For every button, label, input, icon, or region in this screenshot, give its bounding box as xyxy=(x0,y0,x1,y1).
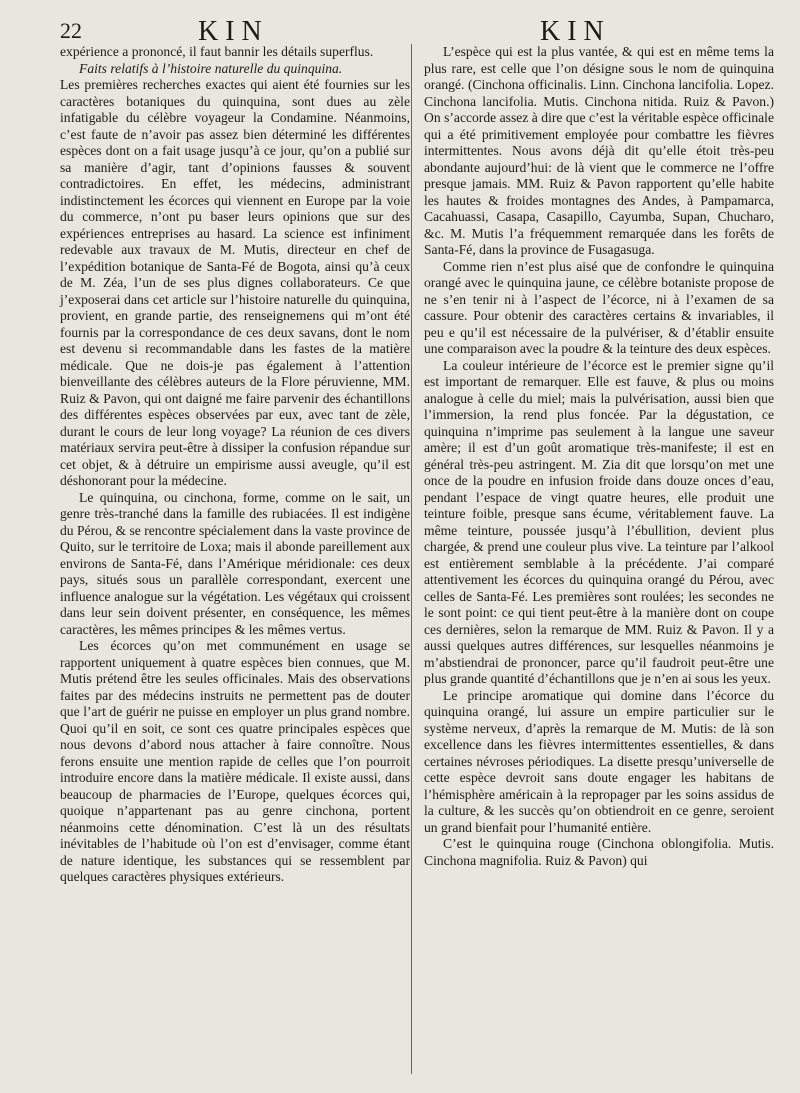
paragraph: La couleur intérieure de l’écorce est le premier signe qu’il est important de remarquer. Elle est fauve, & plus ou moins analogue à celle du miel; mais la pulvérisation, aussi bien que l’immersion, la rend plus foncée. Par la dégustation, ce quinquina n’imprime pas seulement à la langue une saveur amère; il est d’un goût aromatique très-manifeste; il est en général très-peu astringent. M. Zia dit que lorsqu’on met une once de la poudre en infusion froide dans douze onces d’eau, pendant l’espace de vingt quatre heures, elle produit une teinture foible, presque sans écume, véritablement fauve. La même teinture, poussée jusqu’à l’ébullition, devient plus chargée, & prend une couleur plus vive. La teinture par l’alkool est entièrement semblable à la précédente. J’ai comparé attentivement les écorces du quinquina orangé du Pérou, avec celles de Santa-Fé. Les premières sont roulées; les secondes ne le sont point: ce qui tient peut-être à la manière dont on coupe ces dernières, selon la remarque de MM. Ruiz & Pavon. Il y a aussi quelques autres différences, sur lesquelles néanmoins je m’abstiendrai de prononcer, parce qu’il faudroit peut-être une plus grande quantité d’échantillons que je n’en ai sous les yeux. xyxy=(424,357,774,686)
paragraph: Les écorces qu’on met communément en usage se rapportent uniquement à quatre espèces bien connues, que M. Mutis prétend être les seules officinales. Mais des observations faites par des médecins instruits ne permettent pas de douter que l’art de guérir ne puisse en employer un plus grand nombre. Quoi qu’il en soit, ce sont ces quatre principales espèces que nous devons d’abord nous attacher à faire connoître. Nous ferons ensuite une mention rapide de celles que l’on pourroit introduire encore dans la matière médicale. Il existe aussi, dans beaucoup de pharmacies de l’Europe, quelques écorces qui, quoique n’appartenant pas au genre cinchona, portent néanmoins cette dénomination. C’est là un des résultats inévitables de l’habitude où l’on est d’envisager, comme étant de nature identique, les substances qui se ressemblent par quelques caractères physiques extérieurs. xyxy=(60,638,410,884)
page-number: 22 xyxy=(60,18,82,43)
paragraph: Les premières recherches exactes qui aient été fournies sur les caractères botaniques du quinquina, sont dues au zèle infatigable du célèbre voyageur la Condamine. Néanmoins, c’est faute de n’avoir pas assez bien déterminé les différentes espèces dont on a fait usage jusqu’à ce jour, qu’on a publié sur sa manière d’agir, tant d’opinions fausses & souvent contradictoires. En effet, les médecins, administrant indistinctement les écorces qui viennent en Europe par la voie du commerce, n’ont pu baser leurs opinions que sur des expériences entreprises au hasard. La science est infiniment redevable aux travaux de M. Mutis, directeur en chef de l’expédition botanique de Santa-Fé de Bogota, ainsi qu’à ceux de M. Zéa, l’un de ses plus dignes collaborateurs. Ce que j’exposerai dans cet article sur l’histoire naturelle du quinquina, provient, en grande partie, des renseignemens qui m’ont été fournis par la correspondance de ces deux savans, dont le nom est devenu si recommandable dans les fastes de la matière médicale. Que ne dois-je pas également à l’attention bienveillante des célèbres auteurs de la Flore péruvienne, MM. Ruiz & Pavon, qui ont daigné me faire parvenir des échantillons des différentes espèces observées par eux, avec tant de zèle, durant le cours de leur long voyage? La réunion de ces divers matériaux servira peut-être à dissiper la confusion répandue sur cet objet, & à détruire un empirisme aussi aveugle, qu’il est déshonorant pour la médecine. xyxy=(60,77,410,488)
paragraph: Comme rien n’est plus aisé que de confondre le quinquina orangé avec le quinquina jaune, ce célèbre botaniste propose de ne s’en tenir ni à l’aspect de l’écorce, ni à l’examen de sa cassure. Pour obtenir des caractères certains & invariables, il peu e qu’il est nécessaire de la pulvériser, & d’établir ensuite une comparaison avec la poudre & la teinture des deux espèces. xyxy=(424,258,774,356)
left-column xyxy=(60,44,410,886)
paragraph: Le principe aromatique qui domine dans l’écorce du quinquina orangé, lui assure un empire particulier sur le système nerveux, d’après la remarque de M. Mutis: de là son excellence dans les fièvres intermittentes essentielles, & dans certaines névroses périodiques. La disette presqu’universelle de cette espèce devroit sans doute engager les habitans de l’hémisphère américain à la repropager par les soins assidus de la culture, & les succès qu’on obtiendroit en ce genre, seroient un grand bienfait pour l’humanité entière. xyxy=(424,687,774,835)
column-divider xyxy=(411,44,412,1074)
section-heading: Faits relatifs à l’histoire naturelle du quinquina. xyxy=(79,60,343,76)
running-head-right: KIN xyxy=(540,16,611,47)
paragraph: expérience a prononcé, il faut bannir les détails superflus. xyxy=(60,44,374,59)
running-head-left: KIN xyxy=(198,16,269,47)
paragraph: Le quinquina, ou cinchona, forme, comme on le sait, un genre très-tranché dans la famille des rubiacées. Il est indigène du Pérou, & se rencontre spécialement dans la vaste province de Quito, sur le territoire de Loxa; mais il abonde pareillement aux environs de Santa-Fé, dans l’Amérique méridionale: ces deux pays, situés sous un parallèle correspondant, exercent une influence analogue sur la végétation. Les végétaux qui croissent dans leur sein doivent présenter, en conséquence, les mêmes caractères, les mêmes principes & les mêmes vertus. xyxy=(60,489,410,637)
paragraph: C’est le quinquina rouge (Cinchona oblongifolia. Mutis. Cinchona magnifolia. Ruiz & Pavon) qui xyxy=(424,836,774,868)
paragraph: L’espèce qui est la plus vantée, & qui est en même tems la plus rare, est celle que l’on désigne sous le nom de quinquina orangé. (Cinchona officinalis. Linn. Cinchona lancifolia. Lopez. Cinchona lancifolia. Mutis. Cinchona nitida. Ruiz & Pavon.) On s’accorde assez à dire que c’est la véritable espèce officinale qui a été primitivement employée pour combattre les fièvres intermittentes. Nous avons déjà dit qu’elle étoit très-peu abondante aujourd’hui: de là vient que le commerce ne l’offre presque jamais. MM. Ruiz & Pavon rapportent qu’elle habite les hautes & froides montagnes des Andes, à Pampamarca, Cacahuassi, Casapa, Casapillo, Cayumba, Supan, Chucharo, &c. M. Mutis l’a fréquemment remarquée dans les forêts de Santa-Fé, dans la province de Fusagasuga. xyxy=(424,44,774,257)
right-column xyxy=(424,44,774,869)
